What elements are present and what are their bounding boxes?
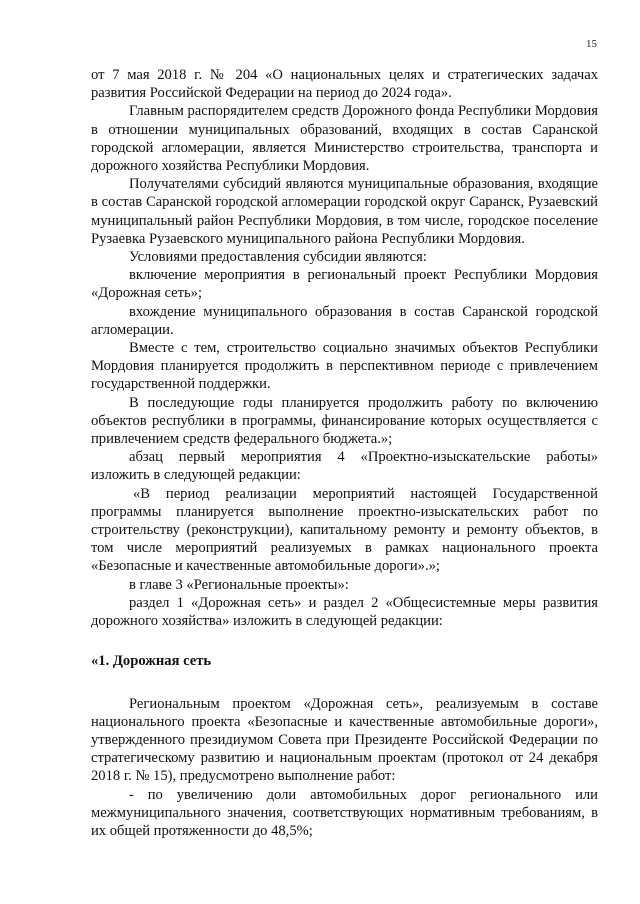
paragraph: в главе 3 «Региональные проекты»: [129, 576, 349, 593]
paragraph: «В период реализации мероприятий настоящей Государственной программы планируется выполнение проектно-изыскательских работ по строительству (реконструкции), капитальному ремонту и ремонту объектов, в том числе мероприятий реализуемых в рамках национального проекта «Безопасные и качественные автомобильные дороги».»; [91, 485, 598, 575]
paragraph: Главным распорядителем средств Дорожного фонда Республики Мордовия в отношении муниципальных образований, входящих в состав Саранской городской агломерации, является Министерство строительства, транспорта и дорожного хозяйства Республики Мордовия. [91, 103, 598, 175]
paragraph: Условиями предоставления субсидии являются: [129, 249, 427, 266]
paragraph: В последующие годы планируется продолжить работу по включению объектов республики в программы, финансирование которых осуществляется с привлечением средств федерального бюджета.»; [91, 394, 598, 448]
paragraph: Получателями субсидий являются муниципальные образования, входящие в состав Саранской городской агломерации городской округ Саранск, Рузаевский муниципальный район Республики Мордовия, в том числе, городское поселение Рузаевка Рузаевского муниципального района Республики Мордовия. [91, 176, 598, 247]
paragraph: от 7 мая 2018 г. № 204 «О национальных целях и стратегических задачах развития Российской Федерации на период до 2024 года». [91, 67, 598, 102]
document-body [91, 66, 598, 840]
paragraph: Региональным проектом «Дорожная сеть», реализуемым в составе национального проекта «Безопасные и качественные автомобильные дороги», утвержденного президиумом Совета при Президенте Российской Федерации по стратегическому развитию и национальным проектам (протокол от 24 декабря 2018 г. № 15), предусмотрено выполнение работ: [91, 695, 598, 785]
page-number: 15 [586, 38, 597, 50]
paragraph: включение мероприятия в региональный проект Республики Мордовия «Дорожная сеть»; [91, 267, 598, 302]
paragraph: раздел 1 «Дорожная сеть» и раздел 2 «Общесистемные меры развития дорожного хозяйства» изложить в следующей редакции: [91, 594, 598, 630]
paragraph: Вместе с тем, строительство социально значимых объектов Республики Мордовия планируется продолжить в перспективном периоде с привлечением государственной поддержки. [91, 340, 598, 393]
section-heading: «1. Дорожная сеть [91, 653, 212, 670]
paragraph: абзац первый мероприятия 4 «Проектно-изыскательские работы» изложить в следующей редакции: [91, 449, 598, 484]
paragraph: вхождение муниципального образования в состав Саранской городской агломерации. [91, 303, 598, 338]
paragraph: - по увеличению доли автомобильных дорог регионального или межмуниципального значения, соответствующих нормативным требованиям, в их общей протяженности до 48,5%; [91, 786, 598, 839]
